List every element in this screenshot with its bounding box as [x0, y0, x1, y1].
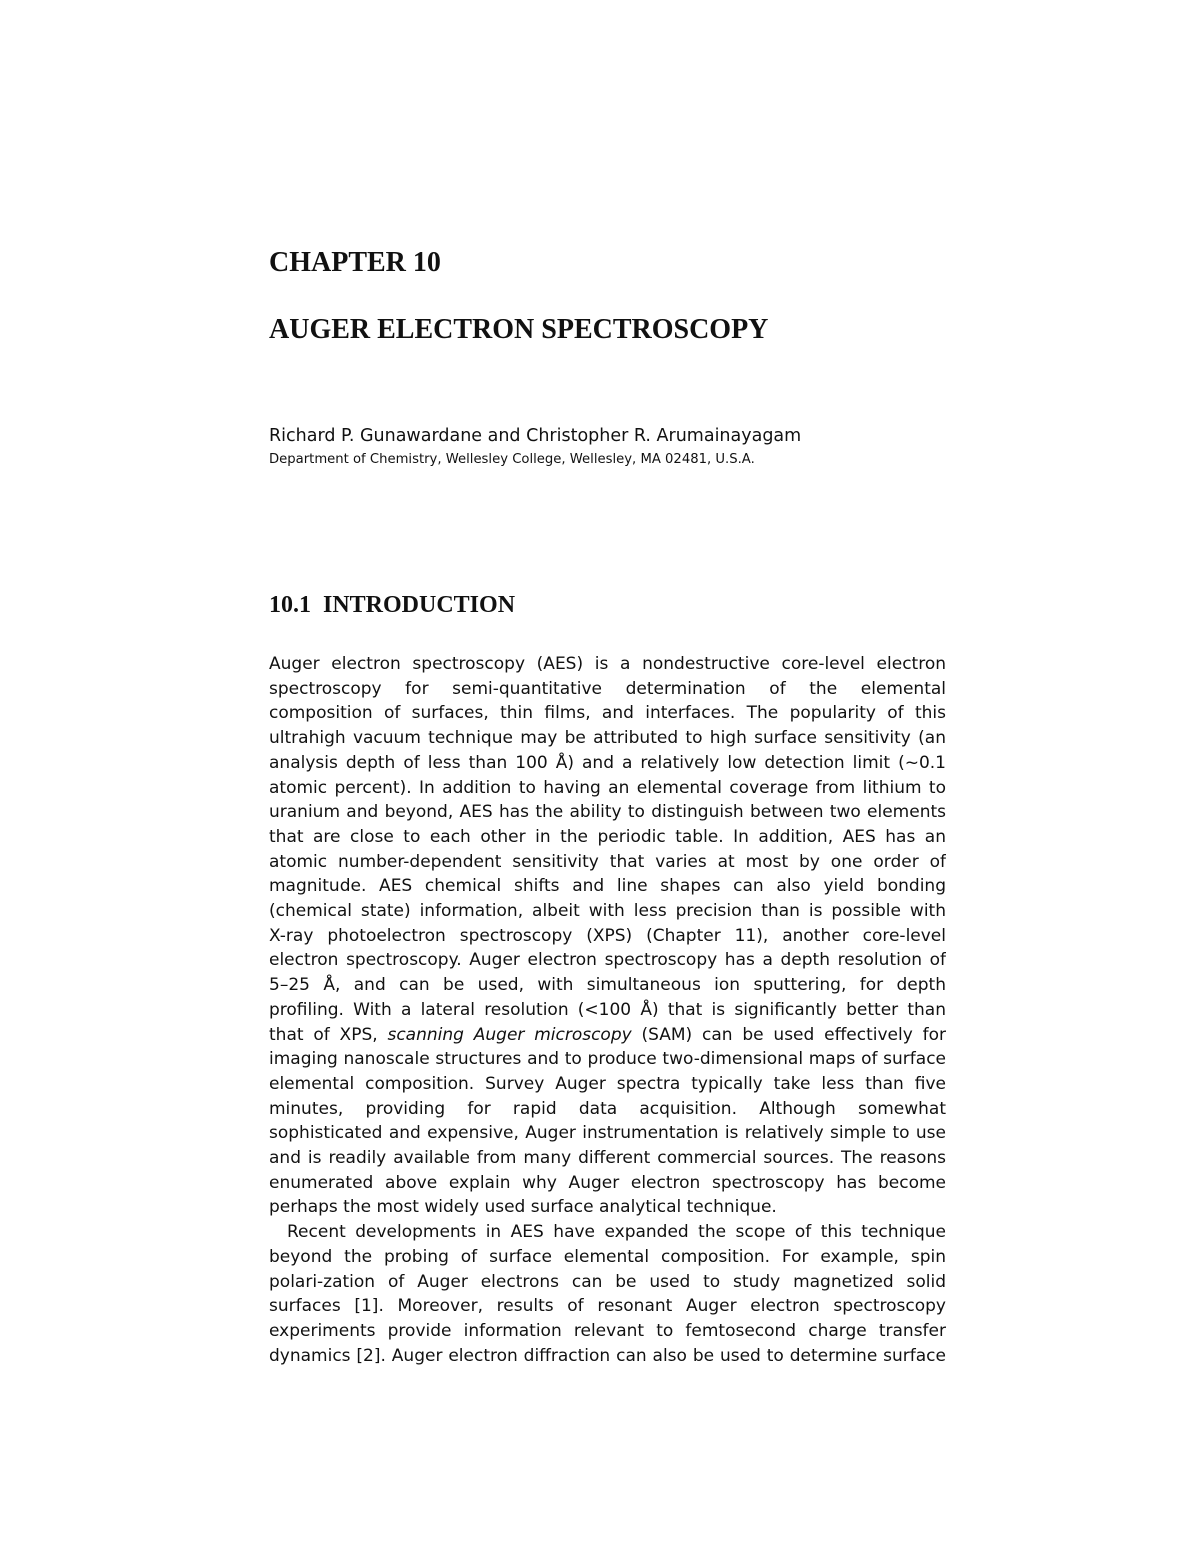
- chapter-title: AUGER ELECTRON SPECTROSCOPY: [269, 314, 769, 345]
- text-line: X-ray photoelectron spectroscopy (XPS) (Chapter 11), another core-level: [269, 925, 946, 946]
- text-line: Auger electron spectroscopy (AES) is a nondestructive core-level electron: [269, 654, 946, 674]
- paragraph-introduction: [269, 652, 946, 1220]
- paragraph-recent-developments: [269, 1220, 946, 1368]
- text-line: spectroscopy for semi-quantitative determination of the elemental: [269, 678, 946, 699]
- text-line: and is readily available from many different commercial sources. The reasons: [269, 1148, 946, 1169]
- text-line: minutes, providing for rapid data acquisition. Although somewhat: [269, 1098, 946, 1119]
- text-line: (chemical state) information, albeit with less precision than is possible with: [269, 901, 946, 922]
- text-line: 5–25 Å, and can be used, with simultaneous ion sputtering, for depth: [269, 975, 946, 996]
- sam-line-suffix: (SAM) can be used effectively for: [631, 1024, 946, 1045]
- text-line: that are close to each other in the periodic table. In addition, AES has an: [269, 826, 946, 847]
- text-line: enumerated above explain why Auger electron spectroscopy has become: [269, 1172, 946, 1193]
- sam-line-prefix: that of XPS,: [269, 1024, 388, 1045]
- section-number: 10.1: [269, 592, 311, 618]
- chapter-label: CHAPTER 10: [269, 247, 441, 278]
- body-text: [269, 652, 946, 1368]
- text-line: composition of surfaces, thin films, and interfaces. The popularity of this: [269, 703, 946, 724]
- text-line: profiling. With a lateral resolution (<100 Å) that is significantly better than: [269, 999, 946, 1020]
- section-title: INTRODUCTION: [323, 592, 516, 618]
- text-line: uranium and beyond, AES has the ability to distinguish between two elements: [269, 802, 946, 823]
- text-line: electron spectroscopy. Auger electron spectroscopy has a depth resolution of: [269, 950, 946, 971]
- text-line: polari-zation of Auger electrons can be used to study magnetized solid: [269, 1271, 946, 1292]
- text-line: analysis depth of less than 100 Å) and a relatively low detection limit (~0.1: [269, 752, 946, 773]
- text-line: imaging nanoscale structures and to produce two-dimensional maps of surface: [269, 1049, 946, 1070]
- text-line: elemental composition. Survey Auger spectra typically take less than five: [269, 1073, 946, 1094]
- text-line: experiments provide information relevant to femtosecond charge transfer: [269, 1320, 946, 1341]
- text-line: surfaces [1]. Moreover, results of resonant Auger electron spectroscopy: [269, 1296, 946, 1317]
- text-line: ultrahigh vacuum technique may be attributed to high surface sensitivity (an: [269, 728, 946, 749]
- text-line: atomic number-dependent sensitivity that varies at most by one order of: [269, 851, 946, 872]
- section-heading: [269, 592, 515, 619]
- text-line: magnitude. AES chemical shifts and line shapes can also yield bonding: [269, 876, 946, 897]
- text-line: perhaps the most widely used surface analytical technique.: [269, 1197, 777, 1218]
- text-line: Recent developments in AES have expanded the scope of this technique: [287, 1222, 946, 1243]
- text-line-sam: [269, 1023, 946, 1048]
- author-names: Richard P. Gunawardane and Christopher R. Arumainayagam: [269, 426, 802, 446]
- text-line: atomic percent). In addition to having an elemental coverage from lithium to: [269, 777, 946, 798]
- author-affiliation: Department of Chemistry, Wellesley College, Wellesley, MA 02481, U.S.A.: [269, 452, 755, 467]
- text-line: beyond the probing of surface elemental composition. For example, spin: [269, 1246, 946, 1267]
- sam-term: scanning Auger microscopy: [387, 1024, 632, 1045]
- text-line: dynamics [2]. Auger electron diffraction can also be used to determine surface: [269, 1345, 946, 1366]
- text-line: sophisticated and expensive, Auger instrumentation is relatively simple to use: [269, 1123, 946, 1144]
